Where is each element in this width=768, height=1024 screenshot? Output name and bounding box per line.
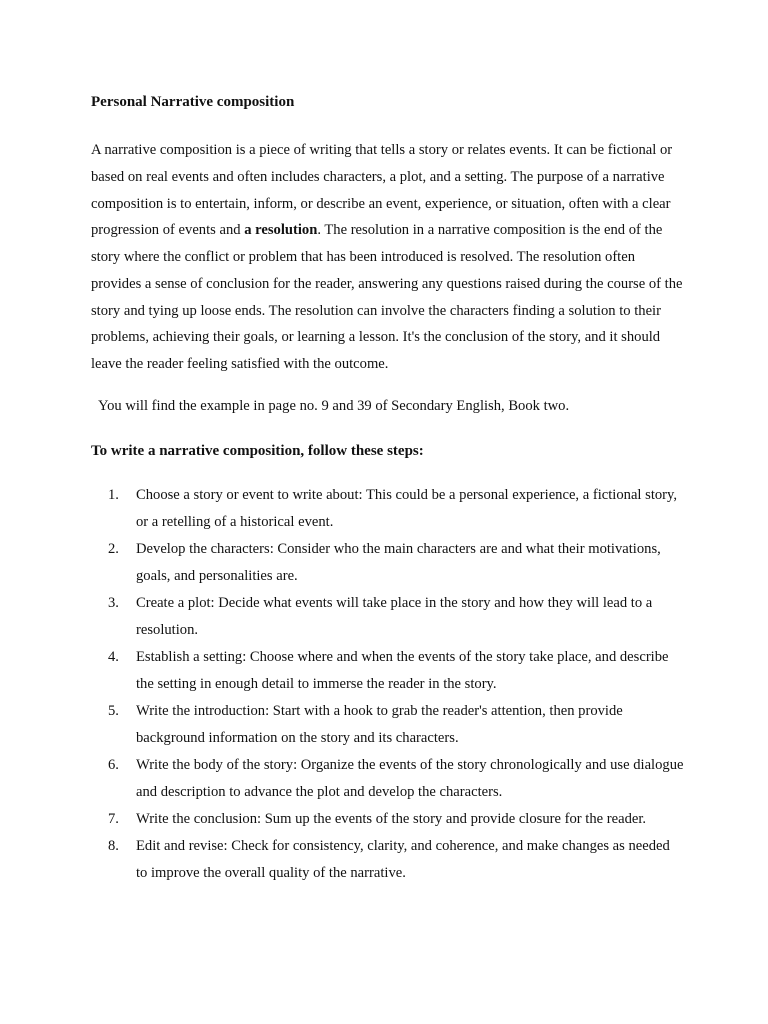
list-item [0, 833, 768, 887]
step-number: 6. [108, 757, 119, 773]
list-item [0, 644, 768, 698]
step-text: Write the conclusion: Sum up the events of the story and provide closure for the reader. [136, 811, 647, 827]
document-title: Personal Narrative composition [91, 94, 295, 110]
step-text: Create a plot: Decide what events will take place in the story and how they will lead to a resolution. [136, 595, 653, 638]
step-number: 4. [108, 649, 119, 665]
steps-heading: To write a narrative composition, follow these steps: [91, 443, 424, 459]
step-number: 2. [108, 541, 119, 557]
list-item [0, 698, 768, 752]
list-item [0, 536, 768, 590]
example-note: You will find the example in page no. 9 and 39 of Secondary English, Book two. [98, 398, 570, 414]
intro-text-end: . The resolution in a narrative composition is the end of the story where the conflict or problem that has been introduced is resolved. The resolution often provides a sense of conclusion for the reader, answering any questions raised during the course of the story and tying up loose ends. The resolution can involve the characters finding a solution to their problems, achieving their goals, or learning a lesson. It's the conclusion of the story, and it should leave the reader feeling satisfied with the outcome. [91, 222, 683, 372]
step-number: 8. [108, 838, 119, 854]
intro-text-start: A narrative composition is a piece of writing that tells a story or relates events. It can be fictional or based on real events and often includes characters, a plot, and a setting. The purpose of a narrative composition is to entertain, inform, or describe an event, experience, or situation, often with a clear progression of events and [91, 142, 673, 239]
step-text: Write the introduction: Start with a hook to grab the reader's attention, then provide background information on the story and its characters. [136, 703, 623, 746]
list-item [0, 806, 768, 833]
list-item [0, 752, 768, 806]
step-text: Choose a story or event to write about: This could be a personal experience, a fictional story, or a retelling of a historical event. [136, 487, 678, 530]
steps-list [0, 482, 768, 887]
step-text: Develop the characters: Consider who the main characters are and what their motivations, goals, and personalities are. [136, 541, 661, 584]
list-item [0, 590, 768, 644]
step-number: 1. [108, 487, 119, 503]
step-number: 7. [108, 811, 119, 827]
intro-bold-term: a resolution [244, 222, 318, 239]
intro-paragraph [91, 137, 683, 378]
step-text: Establish a setting: Choose where and when the events of the story take place, and describe the setting in enough detail to immerse the reader in the story. [136, 649, 669, 692]
step-number: 5. [108, 703, 119, 719]
step-text: Edit and revise: Check for consistency, clarity, and coherence, and make changes as needed to improve the overall quality of the narrative. [136, 838, 670, 881]
step-text: Write the body of the story: Organize the events of the story chronologically and use dialogue and description to advance the plot and develop the characters. [136, 757, 684, 800]
step-number: 3. [108, 595, 119, 611]
list-item [0, 482, 768, 536]
